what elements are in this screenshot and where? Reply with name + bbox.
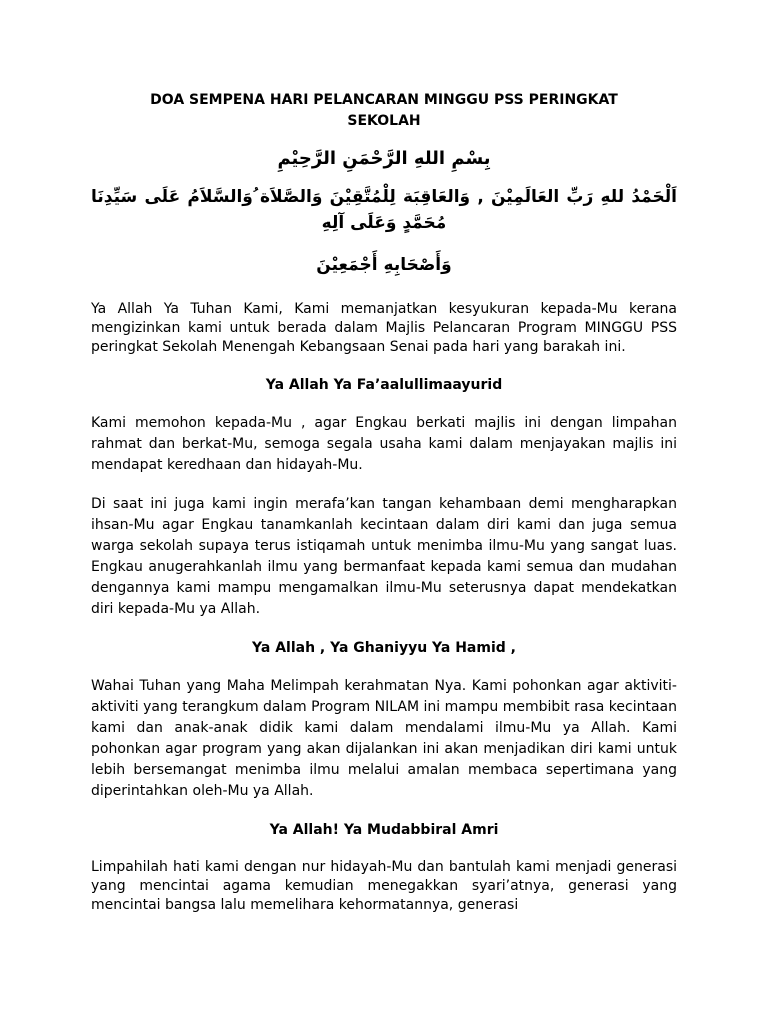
arabic-hamd: اَلْحَمْدُ للهِ رَبِّ العَالَمِيْنَ , وَالعَاقِبَة لِلْمُتَّقِيْنَ وَالصَّلاَة ُوَالسَّلاَمُ عَلَى سَيِّدِنَا مُحَمَّدٍ وَعَلَى آلِهِ <box>91 187 677 233</box>
section-heading-faaalullimaayurid: Ya Allah Ya Fa’aalullimaayurid <box>265 377 503 393</box>
paragraph-blessing: Kami memohon kepada-Mu , agar Engkau berkati majlis ini dengan limpahan rahmat dan berkat-Mu, semoga segala usaha kami dalam menjayakan majlis ini mendapat keredhaan dan hidayah-Mu. <box>91 415 677 473</box>
paragraph-nilam: Wahai Tuhan yang Maha Melimpah kerahmatan Nya. Kami pohonkan agar aktiviti-aktiviti yang terangkum dalam Program NILAM ini mampu membibit rasa kecintaan kami dan anak-anak didik kami dalam mendalami ilmu-Mu ya Allah. Kami pohonkan agar program yang akan dijalankan ini akan menjadikan diri kami untuk lebih bersemangat menimba ilmu melalui amalan membaca sepertimana yang diperintahkan oleh-Mu ya Allah. <box>91 678 677 799</box>
paragraph-knowledge: Di saat ini juga kami ingin merafa’kan tangan kehambaan demi mengharapkan ihsan-Mu agar Engkau tanamkanlah kecintaan dalam diri kami dan juga semua warga sekolah supaya terus istiqamah untuk menimba ilmu-Mu yang sangat luas. Engkau anugerahkanlah ilmu yang bermanfaat kepada kami semua dan mudahan dengannya kami mampu mengamalkan ilmu-Mu seterusnya dapat mendekatkan diri kepada-Mu ya Allah. <box>91 496 677 617</box>
section-heading-mudabbiral: Ya Allah! Ya Mudabbiral Amri <box>269 822 499 838</box>
paragraph-opening: Ya Allah Ya Tuhan Kami, Kami memanjatkan kesyukuran kepada-Mu kerana mengizinkan kami untuk berada dalam Majlis Pelancaran Program MINGGU PSS peringkat Sekolah Menengah Kebangsaan Senai pada hari yang barakah ini. <box>91 301 677 355</box>
document-title: DOA SEMPENA HARI PELANCARAN MINGGU PSS PERINGKAT SEKOLAH <box>150 92 618 129</box>
section-heading-ghaniyyu: Ya Allah , Ya Ghaniyyu Ya Hamid , <box>252 640 516 656</box>
arabic-ashab: وَأَصْحَابِهِ أَجْمَعِيْنَ <box>316 255 452 275</box>
paragraph-generation: Limpahilah hati kami dengan nur hidayah-Mu dan bantulah kami menjadi generasi yang mencintai agama kemudian menegakkan syari’atnya, generasi yang mencintai bangsa lalu memelihara kehormatannya, generasi <box>91 859 677 913</box>
arabic-basmalah: بِسْمِ اللهِ الرَّحْمَنِ الرَّحِيْمِ <box>277 148 491 169</box>
